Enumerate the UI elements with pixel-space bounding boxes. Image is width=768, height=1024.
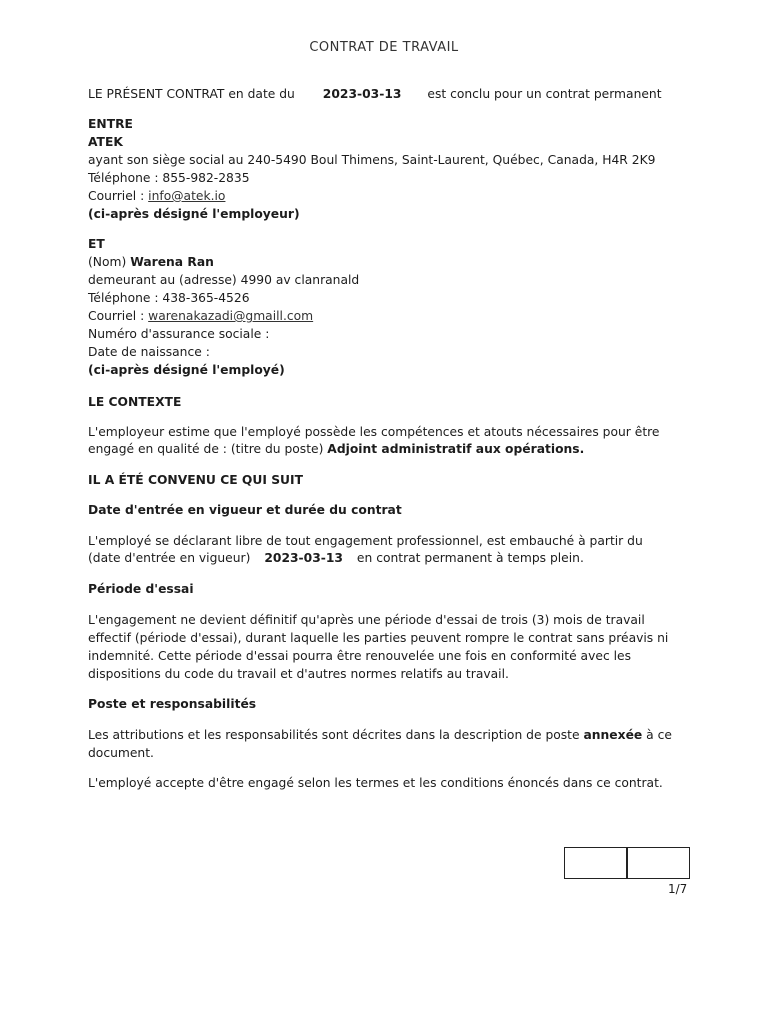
employee-designation: (ci-après désigné l'employé) <box>88 363 285 377</box>
agreed-heading: IL A ÉTÉ CONVENU CE QUI SUIT <box>88 473 304 487</box>
employer-email-label: Courriel : <box>88 189 149 203</box>
intro-prefix: LE PRÉSENT CONTRAT en date du <box>88 87 295 101</box>
employee-name-label: (Nom) <box>88 255 131 269</box>
context-position-label: engagé en qualité de : (titre du poste) <box>88 442 328 456</box>
page-number: 1/7 <box>668 882 688 896</box>
employee-email-link[interactable]: warenakazadi@gmaill.com <box>148 309 314 323</box>
employee-phone: Téléphone : 438-365-4526 <box>88 291 250 305</box>
duties-prefix: Les attributions et les responsabilités sont décrites dans la description de poste <box>88 728 584 742</box>
employer-email-line <box>88 188 225 204</box>
trial-heading: Période d'essai <box>88 582 194 596</box>
effective-date-label: (date d'entrée en vigueur) <box>88 551 251 565</box>
employee-sin: Numéro d'assurance sociale : <box>88 327 270 341</box>
employee-dob: Date de naissance : <box>88 345 210 359</box>
document-title: CONTRAT DE TRAVAIL <box>309 40 459 55</box>
employer-designation: (ci-après désigné l'employeur) <box>88 207 300 221</box>
context-line-1: L'employeur estime que l'employé possède les compétences et atouts nécessaires pour être <box>88 425 660 439</box>
intro-date: 2023-03-13 <box>322 87 402 101</box>
intro-line <box>88 86 662 102</box>
employer-heading: ENTRE <box>88 117 133 131</box>
effective-line-2 <box>88 550 584 566</box>
employee-address: demeurant au (adresse) 4990 av clanranald <box>88 273 360 287</box>
employer-name: ATEK <box>88 135 123 149</box>
employee-name-line <box>88 254 214 270</box>
context-line-2 <box>88 441 584 457</box>
duties-line-3: L'employé accepte d'être engagé selon les termes et les conditions énoncés dans ce contrat. <box>88 776 663 790</box>
initials-box-employer <box>564 847 628 879</box>
initials-box-employee <box>626 847 690 879</box>
intro-suffix: est conclu pour un contrat permanent <box>427 87 662 101</box>
duties-line-2: document. <box>88 746 154 760</box>
trial-line-1: L'engagement ne devient définitif qu'après une période d'essai de trois (3) mois de travail <box>88 613 645 627</box>
duties-heading: Poste et responsabilités <box>88 697 257 711</box>
trial-line-3: indemnité. Cette période d'essai pourra être renouvelée une fois en conformité avec les <box>88 649 631 663</box>
context-heading: LE CONTEXTE <box>88 395 182 409</box>
duties-suffix: à ce <box>642 728 672 742</box>
employee-email-line <box>88 308 313 324</box>
effective-suffix: en contrat permanent à temps plein. <box>356 551 584 565</box>
trial-line-4: dispositions du code du travail et d'autres normes relatifs au travail. <box>88 667 509 681</box>
duties-line-1 <box>88 727 672 743</box>
employee-name: Warena Ran <box>130 255 214 269</box>
trial-line-2: effectif (période d'essai), durant laquelle les parties peuvent rompre le contrat sans préavis ni <box>88 631 669 645</box>
duties-annex: annexée <box>583 728 643 742</box>
context-position: Adjoint administratif aux opérations. <box>327 442 585 456</box>
employer-address: ayant son siège social au 240-5490 Boul Thimens, Saint-Laurent, Québec, Canada, H4R 2K9 <box>88 153 656 167</box>
employee-email-label: Courriel : <box>88 309 149 323</box>
effective-heading: Date d'entrée en vigueur et durée du contrat <box>88 503 402 517</box>
employer-phone: Téléphone : 855-982-2835 <box>88 171 250 185</box>
effective-date: 2023-03-13 <box>264 551 343 565</box>
employer-email-link[interactable]: info@atek.io <box>148 189 226 203</box>
employee-heading: ET <box>88 237 105 251</box>
effective-line-1: L'employé se déclarant libre de tout engagement professionnel, est embauché à partir du <box>88 534 643 548</box>
